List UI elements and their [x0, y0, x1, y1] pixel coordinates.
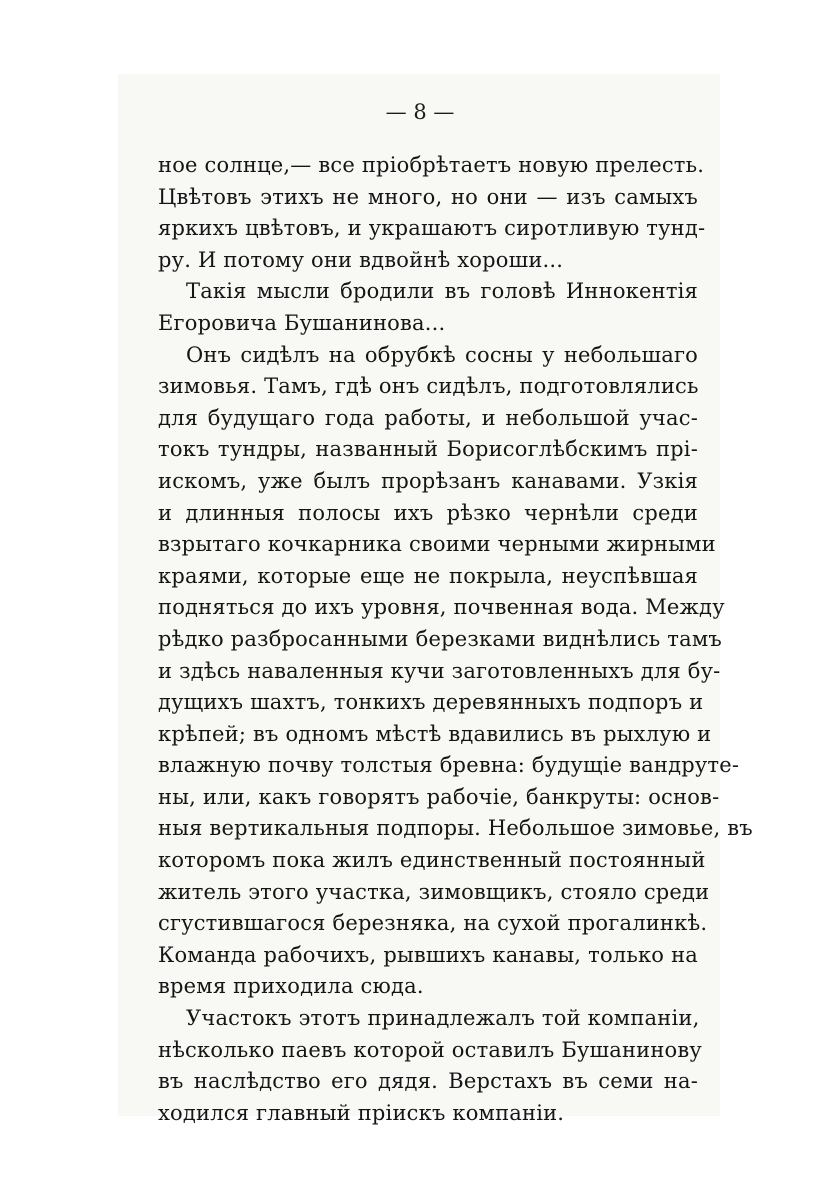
- text-line: токъ тундры, названный Борисоглѣбскимъ прі-: [158, 437, 698, 462]
- text-line: ходился главный пріискъ компаніи.: [158, 1100, 565, 1125]
- text-line: ны, или, какъ говорятъ рабочіе, банкруты: основ-: [158, 784, 720, 809]
- text-line: ру. И потому они вдвойнѣ хороши...: [158, 247, 564, 272]
- text-line: Участокъ этотъ принадлежалъ той компаніи,: [186, 1006, 700, 1031]
- paragraph: [158, 1003, 702, 1129]
- text-line: подняться до ихъ уровня, почвенная вода. Между: [158, 595, 725, 620]
- text-line: яркихъ цвѣтовъ, и украшаютъ сиротливую тунд-: [158, 216, 706, 241]
- text-line: Цвѣтовъ этихъ не много, но они — изъ самыхъ: [158, 184, 698, 209]
- page-number: — 8 —: [385, 100, 455, 124]
- text-line: для будущаго года работы, и небольшой учас-: [158, 405, 698, 430]
- text-line: житель этого участка, зимовщикъ, стояло среди: [158, 879, 710, 904]
- text-line: Команда рабочихъ, рывшихъ канавы, только на: [158, 942, 698, 967]
- text-line: рѣдко разбросанными березками виднѣлись тамъ: [158, 626, 722, 651]
- text-line: искомъ, уже былъ прорѣзанъ канавами. Узкія: [158, 468, 698, 493]
- text-line: Егоровича Бушанинова...: [158, 310, 446, 335]
- paragraph: [158, 276, 698, 339]
- text-line: и здѣсь наваленныя кучи заготовленныхъ для бу-: [158, 658, 721, 683]
- text-line: краями, которые еще не покрыла, неуспѣвшая: [158, 563, 698, 588]
- text-line: и длинныя полосы ихъ рѣзко чернѣли среди: [158, 500, 698, 525]
- text-line: ное солнце,— все пріобрѣтаетъ новую прелесть.: [158, 153, 705, 177]
- text-line: Онъ сидѣлъ на обрубкѣ сосны у небольшаго: [186, 342, 698, 367]
- text-line: сгустившагося березняка, на сухой прогалинкѣ.: [158, 911, 708, 936]
- text-line: взрытаго кочкарника своими черными жирными: [158, 532, 716, 557]
- text-line: крѣпей; въ одномъ мѣстѣ вдавились въ рыхлую и: [158, 721, 712, 746]
- text-line: нѣсколько паевъ которой оставилъ Бушанинову: [158, 1037, 702, 1062]
- text-line: въ наслѣдство его дядя. Верстахъ въ семи на-: [158, 1069, 698, 1094]
- text-line: которомъ пока жилъ единственный постоянный: [158, 848, 706, 873]
- text-line: время приходила сюда.: [158, 974, 424, 999]
- text-line: дущихъ шахтъ, тонкихъ деревянныхъ подпоръ и: [158, 690, 704, 715]
- page-text: [158, 150, 753, 1129]
- text-line: Такія мысли бродили въ головѣ Иннокентія: [186, 279, 698, 304]
- text-line: влажную почву толстыя бревна: будущіе вандрутe-: [158, 753, 740, 778]
- text-line: зимовья. Тамъ, гдѣ онъ сидѣлъ, подготовлялись: [158, 374, 699, 399]
- paragraph: [158, 150, 706, 276]
- paragraph: [158, 340, 753, 1003]
- text-line: ныя вертикальныя подпоры. Небольшое зимовье, въ: [158, 816, 753, 841]
